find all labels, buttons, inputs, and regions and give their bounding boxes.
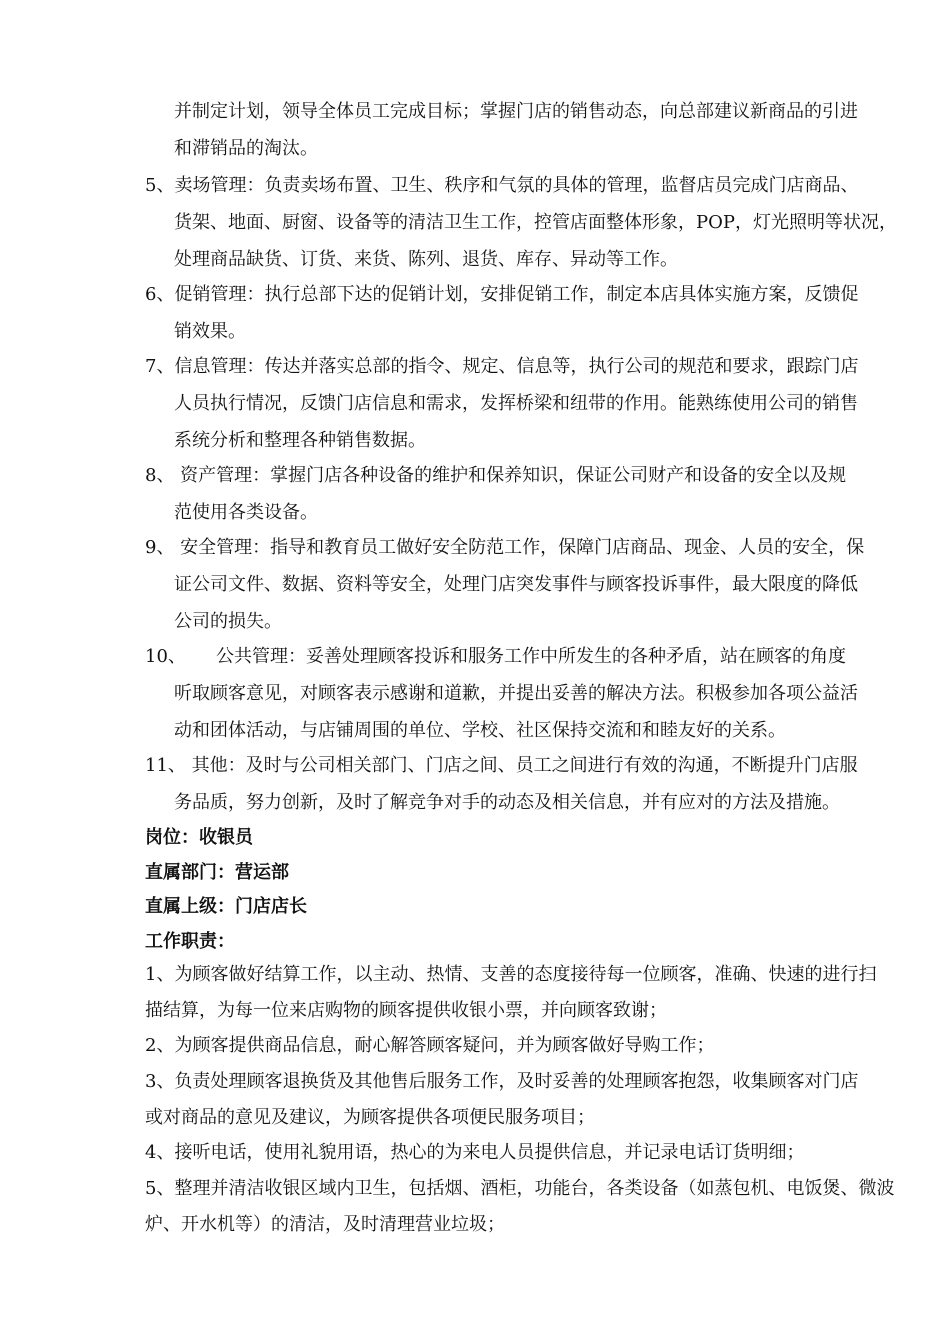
paragraph-line: 动和团体活动，与店铺周围的单位、学校、社区保持交流和和睦友好的关系。 xyxy=(174,720,786,741)
duty-item-5: 5、卖场管理：负责卖场布置、卫生、秩序和气氛的具体的管理，监督店员完成门店商品、 xyxy=(145,175,859,196)
paragraph-line: 货架、地面、厨窗、设备等的清洁卫生工作，控管店面整体形象，POP，灯光照明等状况， xyxy=(174,212,897,233)
paragraph-line: 人员执行情况，反馈门店信息和需求，发挥桥梁和纽带的作用。能熟练使用公司的销售 xyxy=(174,393,858,414)
paragraph-line: 或对商品的意见及建议，为顾客提供各项便民服务项目； xyxy=(145,1107,595,1128)
paragraph-line: 务品质，努力创新，及时了解竞争对手的动态及相关信息，并有应对的方法及措施。 xyxy=(174,792,840,813)
duty-item-7: 7、信息管理：传达并落实总部的指令、规定、信息等，执行公司的规范和要求，跟踪门店 xyxy=(145,356,859,377)
cashier-duty-3: 3、负责处理顾客退换货及其他售后服务工作，及时妥善的处理顾客抱怨，收集顾客对门店 xyxy=(145,1071,859,1092)
duty-item-10: 公共管理：妥善处理顾客投诉和服务工作中所发生的各种矛盾，站在顾客的角度 xyxy=(216,646,846,667)
cashier-duty-5: 5、整理并清洁收银区域内卫生，包括烟、酒柜，功能台，各类设备（如蒸包机、电饭煲、微波 xyxy=(145,1178,895,1199)
paragraph-line: 处理商品缺货、订货、来货、陈列、退货、库存、异动等工作。 xyxy=(174,249,678,270)
paragraph-line: 并制定计划，领导全体员工完成目标；掌握门店的销售动态，向总部建议新商品的引进 xyxy=(174,101,858,122)
position-heading: 岗位：收银员 xyxy=(145,827,253,848)
paragraph-line: 和滞销品的淘汰。 xyxy=(174,138,318,159)
cashier-duty-1: 1、为顾客做好结算工作，以主动、热情、支善的态度接待每一位顾客，准确、快速的进行扫 xyxy=(145,964,877,985)
duty-item-8: 8、 资产管理：掌握门店各种设备的维护和保养知识，保证公司财产和设备的安全以及规 xyxy=(145,465,847,486)
duty-item-11: 11、 其他：及时与公司相关部门、门店之间、员工之间进行有效的沟通，不断提升门店服 xyxy=(145,755,858,776)
paragraph-line: 证公司文件、数据、资料等安全，处理门店突发事件与顾客投诉事件，最大限度的降低 xyxy=(174,574,858,595)
cashier-duty-2: 2、为顾客提供商品信息，耐心解答顾客疑问，并为顾客做好导购工作； xyxy=(145,1035,715,1056)
paragraph-line: 公司的损失。 xyxy=(174,611,282,632)
superior-heading: 直属上级：门店店长 xyxy=(145,896,307,917)
paragraph-line: 描结算，为每一位来店购物的顾客提供收银小票，并向顾客致谢； xyxy=(145,1000,667,1021)
cashier-duty-4: 4、接听电话，使用礼貌用语，热心的为来电人员提供信息，并记录电话订货明细； xyxy=(145,1142,805,1163)
paragraph-line: 听取顾客意见，对顾客表示感谢和道歉，并提出妥善的解决方法。积极参加各项公益活 xyxy=(174,683,858,704)
duty-item-6: 6、促销管理：执行总部下达的促销计划，安排促销工作，制定本店具体实施方案，反馈促 xyxy=(145,284,859,305)
duty-item-9: 9、 安全管理：指导和教育员工做好安全防范工作，保障门店商品、现金、人员的安全，保 xyxy=(145,537,865,558)
department-heading: 直属部门：营运部 xyxy=(145,862,289,883)
paragraph-line: 炉、开水机等）的清洁，及时清理营业垃圾； xyxy=(145,1214,505,1235)
duty-item-10-number: 10、 xyxy=(145,646,186,667)
paragraph-line: 范使用各类设备。 xyxy=(174,502,318,523)
duties-heading: 工作职责： xyxy=(145,931,235,952)
paragraph-line: 系统分析和整理各种销售数据。 xyxy=(174,430,426,451)
paragraph-line: 销效果。 xyxy=(174,321,246,342)
